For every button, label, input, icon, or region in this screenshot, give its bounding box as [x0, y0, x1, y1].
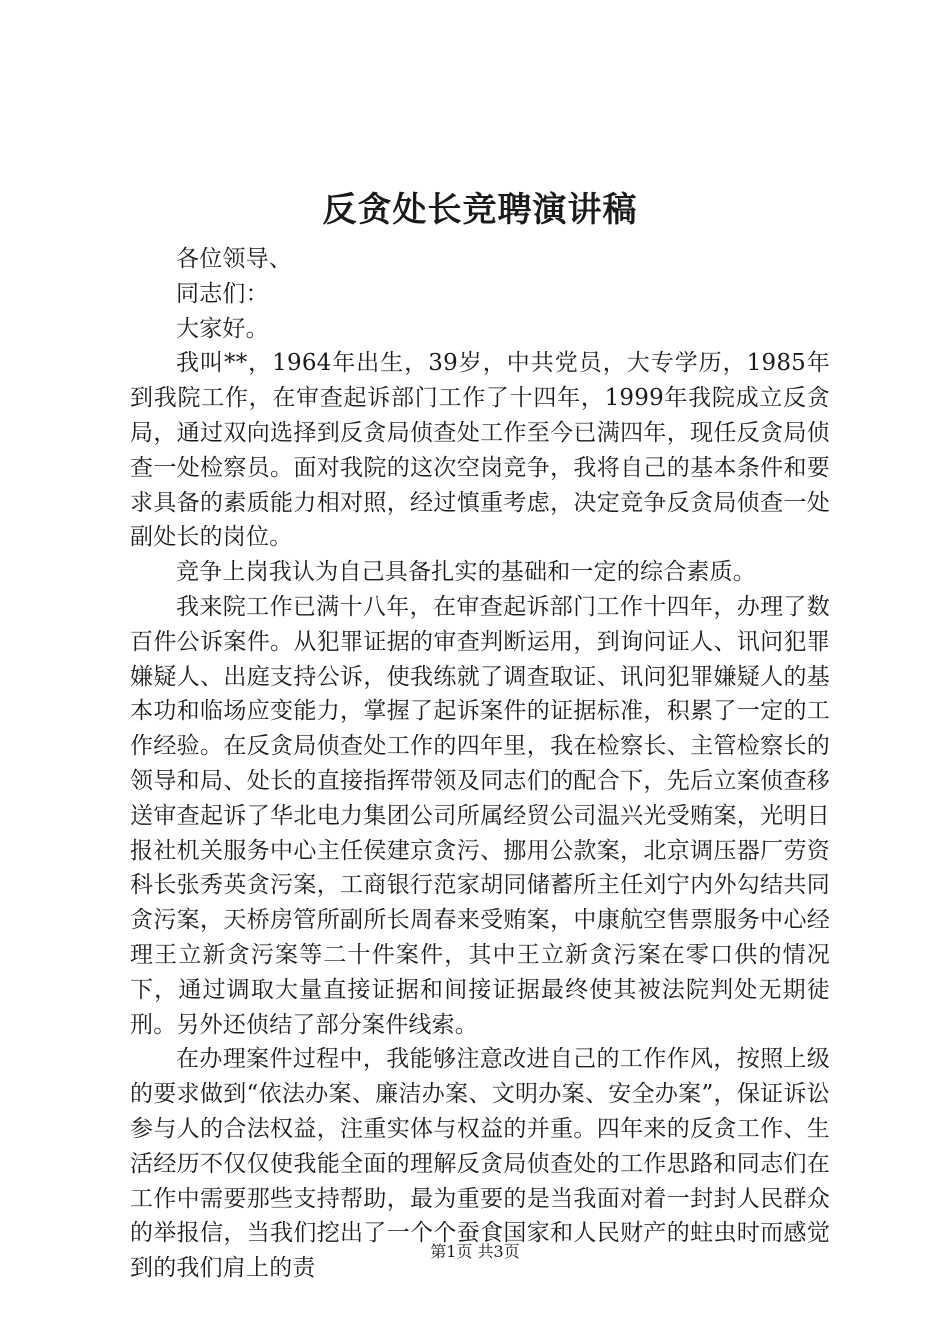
salutation-leaders: 各位领导、 [176, 246, 292, 272]
document-body [130, 242, 830, 1286]
document-title: 反贪处长竞聘演讲稿 [322, 190, 638, 230]
paragraph-work-style: 在办理案件过程中，我能够注意改进自己的工作作风，按照上级的要求做到“依法办案、廉洁办案、文明办案、安全办案”，保证诉讼参与人的合法权益，注重实体与权益的并重。四年来的反贪工作、生活经历不仅仅使我能全面的理解反贪局侦查处的工作思路和同志们在工作中需要那些支持帮助，最为重要的是当我面对着一封封人民群众的举报信，当我们挖出了一个个蚕食国家和人民财产的蛀虫时而感觉到的我们肩上的责 [130, 1046, 830, 1282]
paragraph-introduction: 我叫**，1964年出生，39岁，中共党员，大专学历，1985年到我院工作，在审查起诉部门工作了十四年，1999年我院成立反贪局，通过双向选择到反贪局侦查处工作至今已满四年，现任反贪局侦查一处检察员。面对我院的这次空岗竞争，我将自己的基本条件和要求具备的素质能力相对照，经过慎重考虑，决定竞争反贪局侦查一处副处长的岗位。 [130, 350, 830, 551]
salutation-comrades: 同志们： [176, 280, 269, 307]
page-footer: 第1页 共3页 [430, 1242, 520, 1261]
greeting: 大家好。 [176, 315, 269, 342]
paragraph-thesis: 竞争上岗我认为自己具备扎实的基础和一定的综合素质。 [176, 559, 756, 586]
paragraph-experience: 我来院工作已满十八年，在审查起诉部门工作十四年，办理了数百件公诉案件。从犯罪证据的审查判断运用，到询问证人、讯问犯罪嫌疑人、出庭支持公诉，使我练就了调查取证、讯问犯罪嫌疑人的基本功和临场应变能力，掌握了起诉案件的证据标准，积累了一定的工作经验。在反贪局侦查处工作的四年里，我在检察长、主管检察长的领导和局、处长的直接指挥带领及同志们的配合下，先后立案侦查移送审查起诉了华北电力集团公司所属经贸公司温兴光受贿案，光明日报社机关服务中心主任侯建京贪污、挪用公款案，北京调压器厂劳资科长张秀英贪污案，工商银行范家胡同储蓄所主任刘宁内外勾结共同贪污案，天桥房管所副所长周春来受贿案，中康航空售票服务中心经理王立新贪污案等二十件案件，其中王立新贪污案在零口供的情况下，通过调取大量直接证据和间接证据最终使其被法院判处无期徒刑。另外还侦结了部分案件线索。 [130, 593, 830, 1038]
document-page [130, 180, 830, 1286]
